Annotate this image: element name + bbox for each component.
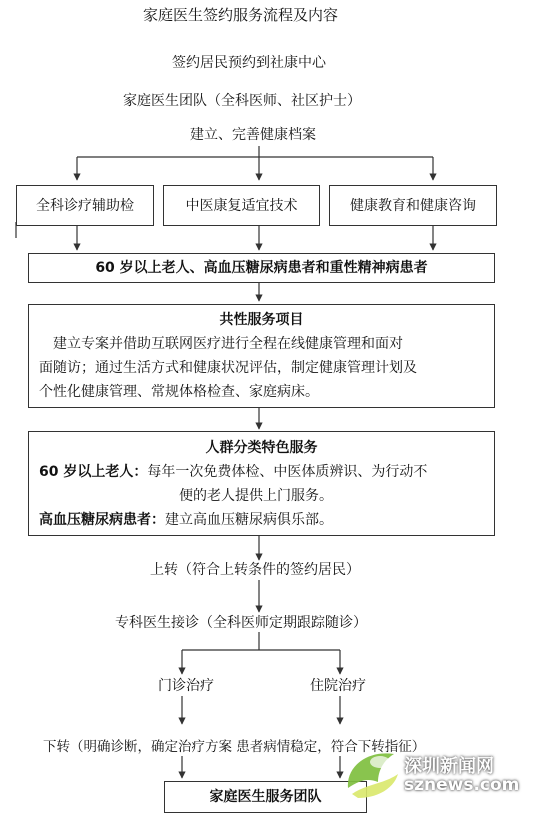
elderly-label: 60 岁以上老人： xyxy=(39,464,148,480)
sznews-logo-icon xyxy=(338,744,408,800)
referral-down-text: 下转（明确诊断，确定治疗方案 患者病情稳定，符合下转指征） xyxy=(43,739,426,755)
specialist-text: 专科医生接诊（全科医师定期跟踪随诊） xyxy=(115,615,367,631)
common-service-title: 共性服务项目 xyxy=(219,312,304,328)
step-health-record: 建立、完善健康档案 xyxy=(190,127,316,143)
branch-box-general-diagnosis xyxy=(16,185,154,226)
branch-label: 健康教育和健康咨询 xyxy=(350,198,476,214)
common-service-line1: 建立专案并借助互联网医疗进行全程在线健康管理和面对 xyxy=(53,336,403,352)
watermark-en: sznews.com xyxy=(404,775,520,795)
special-service-box xyxy=(28,431,495,536)
step-appointment: 签约居民预约到社康中心 xyxy=(172,55,326,71)
target-groups-text: 60 岁以上老人、高血压糖尿病患者和重性精神病患者 xyxy=(95,260,428,276)
watermark-cn: 深圳新闻网 xyxy=(404,756,494,777)
branch-box-tcm-rehab xyxy=(163,185,320,226)
special-service-title: 人群分类特色服务 xyxy=(205,440,318,456)
branch-box-health-education xyxy=(329,185,497,226)
referral-up-text: 上转（符合上转条件的签约居民） xyxy=(150,562,360,578)
chronic-text: 建立高血压糖尿病俱乐部。 xyxy=(165,512,333,528)
step-doctor-team: 家庭医生团队（全科医师、社区护士） xyxy=(123,93,361,109)
elderly-line2: 便的老人提供上门服务。 xyxy=(179,488,333,504)
branch-label: 中医康复适宜技术 xyxy=(185,198,298,214)
page-title: 家庭医生签约服务流程及内容 xyxy=(143,6,339,24)
chronic-label: 高血压糖尿病患者： xyxy=(39,512,165,528)
sznews-watermark xyxy=(338,744,538,800)
chronic-line xyxy=(39,508,333,532)
inpatient-text: 住院治疗 xyxy=(310,678,366,694)
elderly-line xyxy=(39,460,427,484)
common-service-box xyxy=(28,304,495,408)
common-service-line3: 个性化健康管理、常规体格检查、家庭病床。 xyxy=(39,384,319,400)
final-team-box xyxy=(164,781,367,813)
outpatient-text: 门诊治疗 xyxy=(158,678,214,694)
final-team-text: 家庭医生服务团队 xyxy=(209,789,322,805)
target-groups-box xyxy=(28,253,495,283)
elderly-text: 每年一次免费体检、中医体质辨识、为行动不 xyxy=(147,464,428,480)
branch-label: 全科诊疗辅助检 xyxy=(36,198,134,214)
common-service-line2: 面随访；通过生活方式和健康状况评估，制定健康管理计划及 xyxy=(39,360,417,376)
